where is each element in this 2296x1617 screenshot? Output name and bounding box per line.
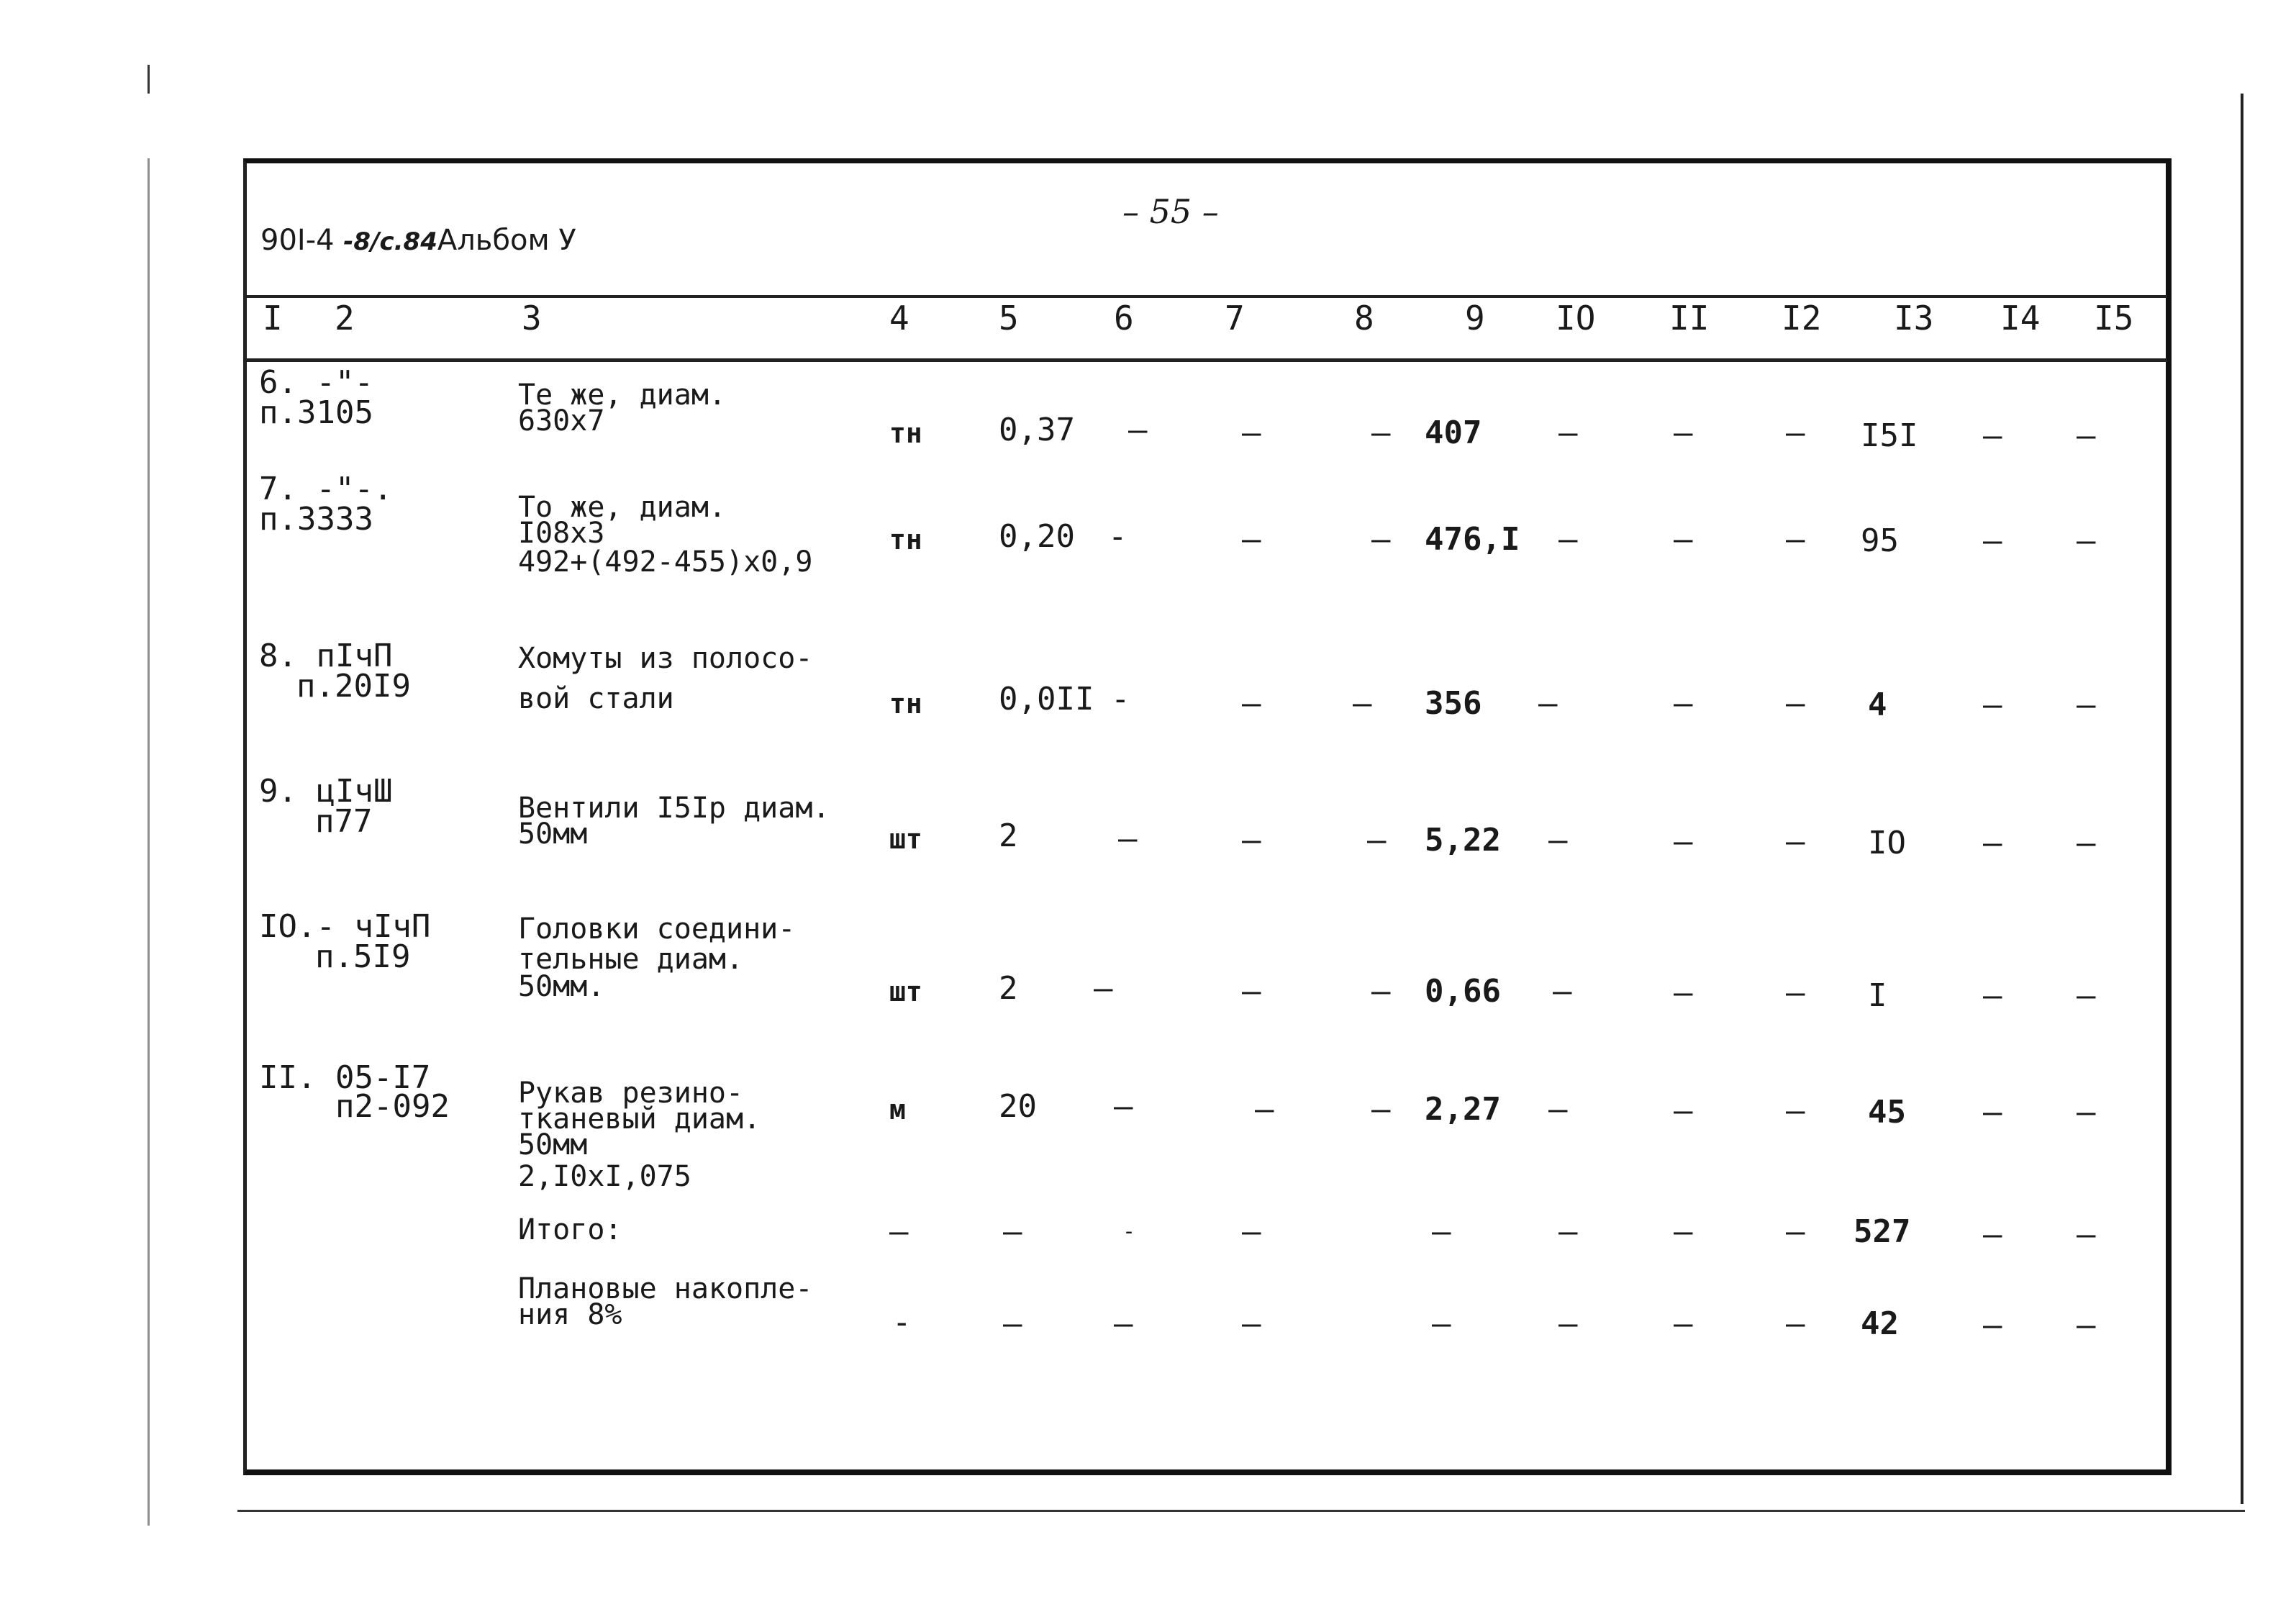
accumulation-col15: – xyxy=(2077,1307,2096,1344)
row-description: тканевый диам. xyxy=(518,1102,761,1136)
col-header: I5 xyxy=(2094,299,2134,338)
col-header: 6 xyxy=(1114,299,1134,338)
row-col11: – xyxy=(1674,685,1693,722)
row-col10: – xyxy=(1553,973,1572,1010)
row-col10: – xyxy=(1558,415,1578,451)
row-reference: п.3105 xyxy=(259,394,373,431)
accumulation-col7: – xyxy=(1242,1305,1261,1342)
row-col6: – xyxy=(1114,1088,1133,1125)
accumulation-col9: – xyxy=(1432,1305,1451,1342)
row-col6: - xyxy=(1108,518,1127,555)
row-col9: 5,22 xyxy=(1425,822,1501,859)
accumulation-col5: – xyxy=(1003,1305,1022,1342)
row-col8: – xyxy=(1371,415,1391,451)
col-header: II xyxy=(1669,299,1710,338)
scan-margin-line xyxy=(148,158,150,1526)
total-col7: – xyxy=(1242,1213,1261,1250)
row-unit: тн xyxy=(889,688,922,720)
row-description: тельные диам. xyxy=(518,943,744,976)
col-header: 5 xyxy=(999,299,1019,338)
row-col11: – xyxy=(1674,823,1693,860)
row-col12: – xyxy=(1786,823,1805,860)
row-number: II. 05-I7 xyxy=(259,1059,431,1096)
row-col14: – xyxy=(1983,522,2002,559)
total-col10: – xyxy=(1558,1213,1578,1250)
row-col10: – xyxy=(1538,685,1558,722)
row-number: 6. -"- xyxy=(259,364,373,401)
outer-border-bottom xyxy=(237,1510,2245,1512)
total-col11: – xyxy=(1674,1213,1693,1250)
row-reference: п2-092 xyxy=(335,1088,450,1125)
col-header: 4 xyxy=(889,299,909,338)
row-number: IO.- чIчП xyxy=(259,908,431,945)
row-col5: 0,20 xyxy=(999,518,1075,555)
row-col11: – xyxy=(1674,415,1693,451)
total-col14: – xyxy=(1983,1216,2002,1253)
row-col13: 45 xyxy=(1868,1094,1906,1131)
row-col8: – xyxy=(1371,1091,1391,1128)
row-reference: п.3333 xyxy=(259,501,373,538)
row-unit: тн xyxy=(889,524,922,556)
row-description: 50мм. xyxy=(518,970,605,1003)
total-col5: – xyxy=(1003,1213,1022,1250)
row-col8: – xyxy=(1371,521,1391,558)
total-col13: 527 xyxy=(1853,1213,1911,1250)
row-col12: – xyxy=(1786,974,1805,1011)
accumulation-col11: – xyxy=(1674,1305,1693,1342)
row-description: I08х3 xyxy=(518,517,605,550)
accumulation-col10: – xyxy=(1558,1305,1578,1342)
row-col14: – xyxy=(1983,417,2002,454)
row-col13: I5I xyxy=(1861,417,1918,454)
row-col12: – xyxy=(1786,415,1805,451)
row-number: 9. цIчШ xyxy=(259,773,393,810)
row-col15: – xyxy=(2077,1094,2096,1131)
row-col5: 20 xyxy=(999,1088,1037,1125)
row-reference: п77 xyxy=(315,803,373,840)
col-header: 7 xyxy=(1225,299,1245,338)
row-col14: – xyxy=(1983,687,2002,723)
row-reference: п.5I9 xyxy=(315,938,411,975)
col-header: 2 xyxy=(335,299,355,338)
row-col14: – xyxy=(1983,825,2002,861)
row-col5: 0,37 xyxy=(999,412,1075,448)
header-top-rule xyxy=(245,295,2167,298)
row-description: Те же, диам. xyxy=(518,379,726,412)
row-col8: – xyxy=(1371,973,1391,1010)
row-col10: – xyxy=(1558,521,1578,558)
row-col10: – xyxy=(1548,822,1568,859)
row-col11: – xyxy=(1674,974,1693,1011)
accumulation-col13: 42 xyxy=(1861,1305,1899,1342)
row-col13: IO xyxy=(1868,825,1906,861)
total-col4: – xyxy=(889,1213,909,1250)
accumulation-col12: – xyxy=(1786,1305,1805,1342)
row-col6: - xyxy=(1111,681,1130,717)
row-col15: – xyxy=(2077,977,2096,1014)
header-bottom-rule xyxy=(245,358,2167,362)
row-col5: 2 xyxy=(999,970,1018,1007)
accumulation-label: Плановые накопле- xyxy=(518,1272,813,1305)
col-header: 9 xyxy=(1465,299,1485,338)
row-description: 2,I0хI,075 xyxy=(518,1160,691,1193)
col-header: 3 xyxy=(522,299,542,338)
row-col5: 2 xyxy=(999,817,1018,854)
row-unit: шт xyxy=(889,823,922,855)
total-col12: – xyxy=(1786,1213,1805,1250)
total-col9: – xyxy=(1432,1213,1451,1250)
row-col11: – xyxy=(1674,1092,1693,1129)
row-col7: – xyxy=(1255,1091,1274,1128)
row-col13: I xyxy=(1868,977,1887,1014)
row-col6: – xyxy=(1118,820,1138,857)
page-number: – 55 – xyxy=(1122,192,1219,231)
row-col15: – xyxy=(2077,687,2096,723)
row-col9: 0,66 xyxy=(1425,973,1501,1010)
row-col14: – xyxy=(1983,977,2002,1014)
row-description: 50мм xyxy=(518,817,588,851)
col-header: I3 xyxy=(1894,299,1934,338)
row-col14: – xyxy=(1983,1094,2002,1131)
col-header: I xyxy=(263,299,283,338)
row-col7: – xyxy=(1242,973,1261,1010)
row-col12: – xyxy=(1786,521,1805,558)
accumulation-col6: – xyxy=(1114,1305,1133,1342)
col-header: IO xyxy=(1556,299,1596,338)
row-description: Головки соедини- xyxy=(518,912,796,946)
row-col15: – xyxy=(2077,825,2096,861)
row-col12: – xyxy=(1786,685,1805,722)
row-reference: п.20I9 xyxy=(296,668,411,705)
row-description: 630х7 xyxy=(518,404,605,438)
row-unit: м xyxy=(889,1094,906,1125)
row-col8: – xyxy=(1367,822,1387,859)
row-col5: 0,0II xyxy=(999,681,1094,717)
row-description: Рукав резино- xyxy=(518,1077,744,1110)
row-description: Вентили I5Iр диам. xyxy=(518,792,830,825)
col-header: I4 xyxy=(2000,299,2041,338)
row-col10: – xyxy=(1548,1091,1568,1128)
accumulation-col4: - xyxy=(892,1304,912,1341)
total-col6: - xyxy=(1122,1219,1136,1244)
row-description: Хомуты из полосо- xyxy=(518,642,813,675)
row-number: 7. -"-. xyxy=(259,471,393,507)
scan-mark xyxy=(148,65,150,94)
row-col7: – xyxy=(1242,521,1261,558)
accumulation-col14: – xyxy=(1983,1307,2002,1344)
row-description: 50мм xyxy=(518,1128,588,1161)
row-col6: – xyxy=(1094,970,1113,1007)
row-col15: – xyxy=(2077,522,2096,559)
row-number: 8. пIчП xyxy=(259,638,393,674)
row-col8: – xyxy=(1353,685,1372,722)
row-col13: 95 xyxy=(1861,522,1899,559)
row-col9: 407 xyxy=(1425,415,1482,451)
row-col11: – xyxy=(1674,521,1693,558)
row-unit: шт xyxy=(889,976,922,1007)
total-label: Итого: xyxy=(518,1213,622,1246)
col-header: I2 xyxy=(1782,299,1822,338)
col-header: 8 xyxy=(1354,299,1374,338)
row-description: вой стали xyxy=(518,682,674,715)
accumulation-label: ния 8% xyxy=(518,1298,622,1331)
outer-border-right xyxy=(2241,94,2243,1504)
row-col9: 476,I xyxy=(1425,521,1520,558)
row-col7: – xyxy=(1242,415,1261,451)
row-col7: – xyxy=(1242,685,1261,722)
total-col15: – xyxy=(2077,1216,2096,1253)
row-col9: 2,27 xyxy=(1425,1091,1501,1128)
row-col12: – xyxy=(1786,1092,1805,1129)
row-description: 492+(492-455)х0,9 xyxy=(518,545,813,579)
row-col7: – xyxy=(1242,822,1261,859)
row-col9: 356 xyxy=(1425,685,1482,722)
row-col13: 4 xyxy=(1868,687,1887,723)
row-col15: – xyxy=(2077,417,2096,454)
row-description: То же, диам. xyxy=(518,491,726,524)
doc-code: 90I-4 -8/с.84Альбом У xyxy=(260,224,576,257)
row-col6: – xyxy=(1128,412,1148,448)
row-unit: тн xyxy=(889,417,922,449)
